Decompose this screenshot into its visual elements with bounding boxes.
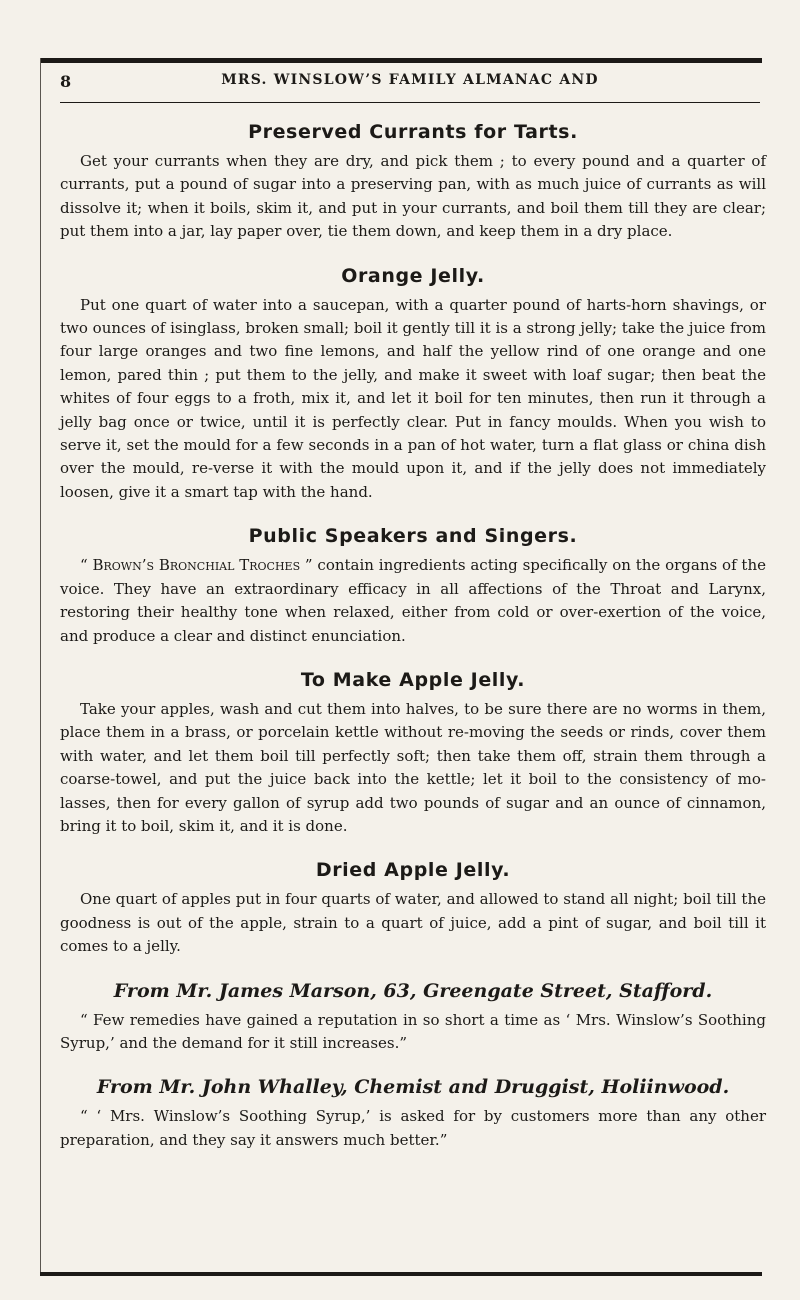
section-title: Orange Jelly.	[341, 264, 485, 287]
product-name: “ Brown’s Bronchial Troches ”	[80, 556, 313, 575]
page-number: 8	[60, 72, 72, 91]
section-body: “ ‘ Mrs. Winslow’s Soothing Syrup,’ is asked for by customers more than any other preparation, and they say it answers much better.”	[60, 1107, 766, 1149]
section-body: Take your apples, wash and cut them into halves, to be sure there are no worms in them, place them in a brass, or porcelain kettle without re-moving the seeds or rinds, cover them with water, and let them boil till perfectly soft; then take them off, strain them through a coarse-towel, and put the juice back into the kettle; let it boil to the consistency of mo-lasses, then for every gallon of syrup add two pounds of sugar and an ounce of cinnamon, bring it to boil, skim it, and it is done.	[60, 699, 766, 835]
section-preserved-currants	[60, 120, 766, 244]
bottom-border-rule	[40, 1272, 762, 1276]
section-body	[60, 554, 766, 648]
left-border-rule	[40, 58, 41, 1276]
section-body: One quart of apples put in four quarts of water, and allowed to stand all night; boil till the goodness is out of the apple, strain to a quart of juice, add a pint of sugar, and boil till it comes to a jelly.	[60, 890, 766, 956]
section-title: From Mr. James Marson, 63, Greengate Street, Stafford.	[113, 979, 713, 1002]
section-title: Dried Apple Jelly.	[315, 859, 511, 882]
section-body: Get your currants when they are dry, and pick them ; to every pound and a quarter of currants, put a pound of sugar into a preserving pan, with as much juice of currants as will dissolve it; when it boils, skim it, and put in your currants, and boil them till they are clear; put them into a jar, lay paper over, tie them down, and keep them in a dry place.	[60, 152, 766, 241]
section-title: From Mr. John Whalley, Chemist and Druggist, Holiinwood.	[96, 1076, 730, 1099]
section-body-text: contain ingredients acting specifically on the organs of the voice. They have an extraordinary efficacy in all affections of the Throat and Larynx, restoring their healthy tone when relaxed, either from cold or over-exertion of the voice, and produce a clear and distinct enunciation.	[60, 556, 767, 645]
page-header	[60, 72, 760, 98]
section-dried-apple-jelly	[60, 858, 766, 958]
top-border-rule	[40, 58, 762, 63]
section-title: Public Speakers and Singers.	[248, 525, 578, 548]
section-title: Preserved Currants for Tarts.	[248, 121, 578, 143]
section-body: Put one quart of water into a saucepan, with a quarter pound of harts-horn shavings, or two ounces of isinglass, broken small; boil it gently till it is a strong jelly; take the juice from four large oranges and two fine lemons, and half the yellow rind of one orange and one lemon, pared thin ; put them to the jelly, and make it sweet with loaf sugar; then beat the whites of four eggs to a froth, mix it, and let it boil for ten minutes, then run it through a jelly bag once or twice, until it is perfectly clear. Put in fancy moulds. When you wish to serve it, set the mould for a few seconds in a pan of hot water, turn a flat glass or china dish over the mould, re-verse it with the mould upon it, and if the jelly does not immediately loosen, give it a smart tap with the hand.	[60, 295, 766, 501]
page-content	[60, 120, 766, 1152]
section-public-speakers	[60, 524, 766, 648]
section-apple-jelly	[60, 668, 766, 838]
section-testimonial-marson	[60, 979, 766, 1056]
header-rule	[60, 102, 760, 103]
running-head: MRS. WINSLOW’S FAMILY ALMANAC AND	[221, 72, 599, 88]
section-orange-jelly	[60, 264, 766, 505]
section-body: “ Few remedies have gained a reputation in so short a time as ‘ Mrs. Winslow’s Soothing Syrup,’ and the demand for it still increases.”	[60, 1010, 766, 1052]
section-title: To Make Apple Jelly.	[300, 668, 526, 691]
section-testimonial-whalley	[60, 1075, 766, 1152]
